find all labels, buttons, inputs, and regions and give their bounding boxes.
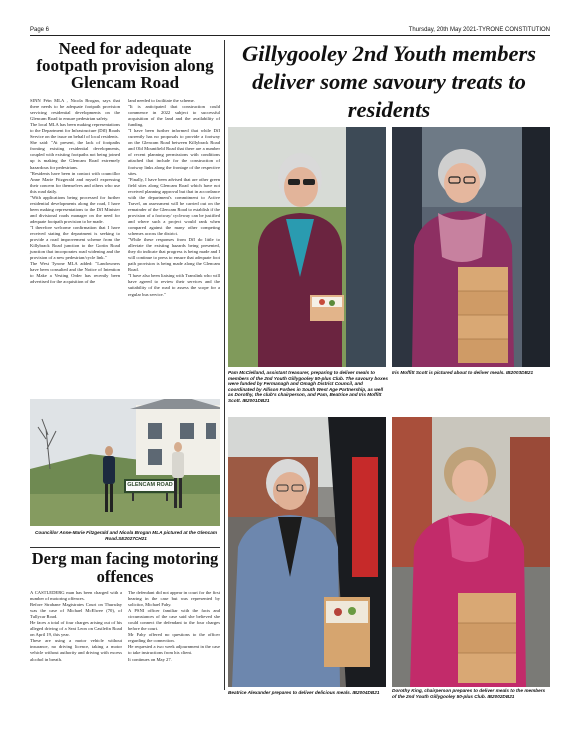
paragraph: She said: "At present, the lack of footpaths fronting existing residential developments, coupled with existing footpaths not being joined up is making the Glencam Road extremely hazardous for pedestrians. xyxy=(30,140,120,170)
paragraph: SINN Féin MLA , Nicola Brogan, says that there needs to be adequate footpath provision servicing residential developments on the Glencam Road to ensure pedestrian safety. xyxy=(30,98,120,122)
paragraph: "With applications being processed for further residential developments along the road, I have been making representations to the DfI Minister and divisional roads manager on the need for adequate footpath provision to be made. xyxy=(30,194,120,224)
paragraph: Mr Fahy offered no questions to the officer regarding the connection. xyxy=(128,632,220,644)
paragraph: A CASTLEDERG man has been charged with a number of motoring offences. xyxy=(30,590,122,602)
paragraph: The West Tyrone MLA added: "Landowners have been consulted and the Notice of Intention to Make a Vesting Order has recently been advertised for the acquisition of the xyxy=(30,261,120,285)
caption-beatrice: Beatrice Alexander prepares to deliver delicious meals. IB2004DB21 xyxy=(228,690,380,695)
glencam-road-sign: GLENCAM ROAD xyxy=(127,482,173,488)
story-footpath-col1 xyxy=(30,98,120,285)
story-footpath-col2 xyxy=(128,98,220,298)
paragraph: "While these responses from DfI do little to alleviate the existing hazards being presented, they do indicate that progress is being made and I will continue to press to ensure that adequate foot path provision is being made along the Glencam Road. xyxy=(128,237,220,273)
paragraph: It continues on May 27. xyxy=(128,656,172,662)
paragraph: He requested a two week adjournment in the case to take instructions from his client. xyxy=(128,644,220,656)
paragraph: "I have also been liaising with Translink who will have agreed to review their services and the suitability of the road to assess the scope for a regular bus service." xyxy=(128,273,220,297)
story-footpath xyxy=(30,40,220,91)
story-gillygooley-headline: Gillygooley 2nd Youth members deliver some savoury treats to residents xyxy=(242,41,536,122)
story-divider xyxy=(30,547,220,548)
paragraph: The defendant did not appear in court for the first hearing in the case but was represented by solicitor, Michael Fahy. xyxy=(128,590,220,608)
page-number: Page 6 xyxy=(30,27,50,33)
paragraph: A PSNI officer familiar with the facts and circumstances of the case said she believed she could connect the defendant to the four charges before the court. xyxy=(128,608,220,632)
paragraph: "I have been further informed that while DfI currently has no proposals to provide a footway on the Glencam Road between Killybrack Road and Old Mountfield Road that there are a number of recent planning permissions with conditions attached that include for the construction of footway links along the frontage of the respective sites. xyxy=(128,128,220,176)
paragraph: "I therefore welcome confirmation that I have received stating the department is seeking to provide a road improvement scheme from the Killybrack Road junction to the Gortin Road junction that incorporates road widening and the provision of a new pedestrian/cycle link." xyxy=(30,224,120,261)
paragraph: The local MLA has been making representations to the Department for Infrastructure (DfI) Roads Service on the issue on behalf of local residents. xyxy=(30,122,120,140)
paragraph: "Residents have been in contact with councillor Anne Marie Fitzgerald and myself expressing their concern for themselves and others who use this road daily. xyxy=(30,170,120,194)
glencam-road-photo xyxy=(30,399,220,526)
paragraph: "It is anticipated that construction could commence in 2022 subject to successful acquisition of the land and the availability of funding. xyxy=(128,104,220,128)
photo-pam-mcclelland xyxy=(228,127,386,367)
story-derg-headline: Derg man facing motoring offences xyxy=(31,549,219,586)
photo-beatrice-alexander xyxy=(228,417,386,687)
photo-dorothy-king xyxy=(392,417,550,687)
paragraph: He faces a total of four charges arising out of his alleged driving of a Seat Leon on Castlefin Road on April 19, this year. xyxy=(30,620,122,638)
issue-date: Thursday, 20th May 2021-TYRONE CONSTITUTION xyxy=(408,27,550,33)
caption-iris: Iris Moffitt Scott is pictured about to deliver meals. IB2003DB21 xyxy=(392,370,534,375)
story-derg-col2 xyxy=(128,590,220,663)
story-derg-col1 xyxy=(30,590,122,663)
photo-iris-moffitt-scott xyxy=(392,127,550,367)
column-rule xyxy=(224,40,225,690)
story-footpath-headline: Need for adequate footpath provision along Glencam Road xyxy=(36,39,214,92)
glencam-photo-caption: Councillor Anne-Marie Fitzgerald and Nicola Brogan MLA pictured at the Glencam Road.SE2027CH21 xyxy=(35,530,217,541)
paragraph: land needed to facilitate the scheme. xyxy=(128,98,195,103)
caption-pam: Pam McClelland, assistant treasurer, preparing to deliver meals to members of the 2nd Youth Gillygooley 50-plus Club. The savoury boxes were funded by Fermanagh and Omagh District Council, and coordinated by Allison Forbes in South West Age Partnership, as well as Dorothy, the club's chairperson, and Pam, Beatrice and Iris Moffitt Scott. IB2001DB21 xyxy=(228,370,388,403)
page-header xyxy=(30,26,550,36)
caption-dorothy: Dorothy King, chairperson prepares to deliver meals to the members of the 2nd Youth Gillygooley 50-plus Club. IB2002DB21 xyxy=(392,688,546,699)
paragraph: Before Strabane Magistrates Court on Thursday was the case of Michael McElwee (70), of Tullycar Road. xyxy=(30,602,122,620)
paragraph: These are using a motor vehicle without insurance, no driving licence, taking a motor vehicle without authority and driving with excess alcohol in breath. xyxy=(30,638,122,662)
paragraph: "Finally, I have been advised that are other green field sites along Glencam Road which have not received planning approval but that in accordance with the department's commitment to Active Travel, an assessment will be carried out on the remainder of the Glencam Road to establish if the provision of a footway/ cycleway can be justified and where such a project would rank when compared against the many other competing schemes across the district. xyxy=(128,176,220,237)
